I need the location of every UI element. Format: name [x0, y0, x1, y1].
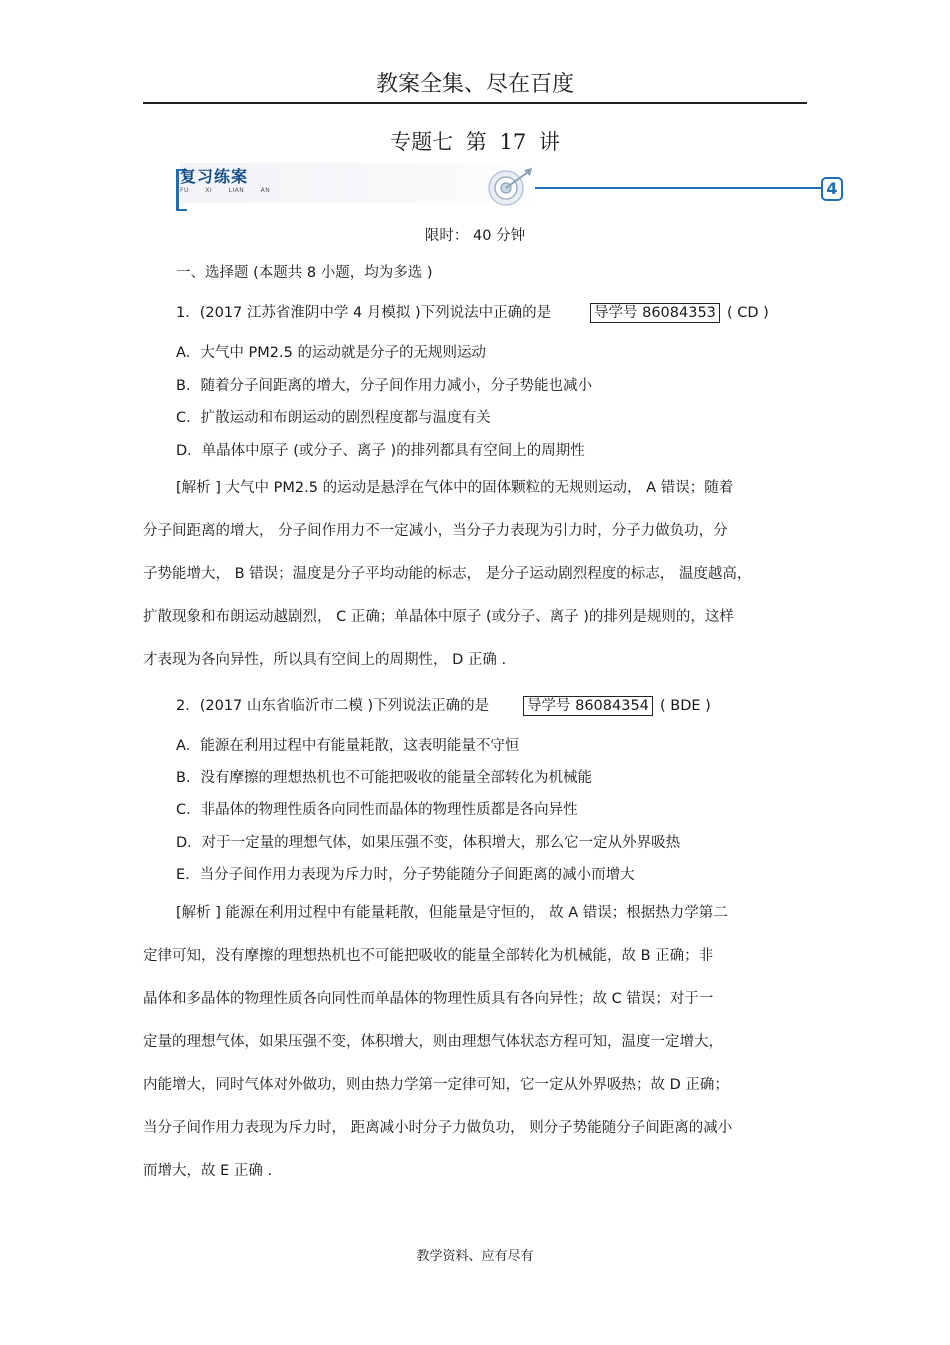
- target-icon: [484, 166, 540, 210]
- banner-line: [535, 187, 823, 189]
- q2-option-d: D．对于一定量的理想气体，如果压强不变，体积增大，那么它一定从外界吸热: [176, 835, 681, 851]
- q1-guide-number: 导学号 86084353: [590, 303, 720, 323]
- time-limit: 限时： 40 分钟: [424, 228, 526, 244]
- banner-pinyin: FU XI LIAN AN: [180, 187, 271, 194]
- q1-option-d: D．单晶体中原子 (或分子、离子 )的排列都具有空间上的周期性: [176, 443, 585, 459]
- banner-label-group: [180, 167, 270, 195]
- q1-option-a: A．大气中 PM2.5 的运动就是分子的无规则运动: [176, 345, 486, 361]
- page-badge: 4: [821, 177, 843, 201]
- q2-answer: ( BDE ): [660, 698, 711, 714]
- q2-option-b: B．没有摩擦的理想热机也不可能把吸收的能量全部转化为机械能: [176, 770, 592, 786]
- header-rule: [143, 102, 807, 104]
- q2-analysis-line: 晶体和多晶体的物理性质各向同性而单晶体的物理性质具有各向异性；故 C 错误；对于一: [143, 991, 714, 1007]
- lesson-title: 专题七 第 17 讲: [390, 130, 560, 154]
- q1-option-c: C．扩散运动和布朗运动的剧烈程度都与温度有关: [176, 410, 491, 426]
- q2-analysis-line: 而增大，故 E 正确 .: [143, 1163, 273, 1179]
- q2-guide-number: 导学号 86084354: [523, 696, 653, 716]
- q2-analysis-line: 定律可知，没有摩擦的理想热机也不可能把吸收的能量全部转化为机械能，故 B 正确；非: [143, 948, 714, 964]
- q2-analysis-line: [解析 ] 能源在利用过程中有能量耗散，但能量是守恒的， 故 A 错误；根据热力学第二: [176, 905, 728, 921]
- q2-option-c: C．非晶体的物理性质各向同性而晶体的物理性质都是各向异性: [176, 802, 578, 818]
- q2-option-a: A．能源在利用过程中有能量耗散，这表明能量不守恒: [176, 738, 520, 754]
- q1-analysis-line: 才表现为各向异性，所以具有空间上的周期性， D 正确 .: [143, 652, 507, 668]
- q1-option-b: B．随着分子间距离的增大，分子间作用力减小，分子势能也减小: [176, 378, 592, 394]
- banner-label: 复习练案: [180, 167, 249, 186]
- q1-analysis-line: 分子间距离的增大， 分子间作用力不一定减小，当分子力表现为引力时，分子力做负功，分: [143, 523, 728, 539]
- q2-analysis-line: 内能增大，同时气体对外做功，则由热力学第一定律可知，它一定从外界吸热；故 D 正确；: [143, 1077, 729, 1093]
- page-footer: 教学资料、应有尽有: [416, 1249, 534, 1264]
- q2-option-e: E．当分子间作用力表现为斥力时，分子势能随分子间距离的减小而增大: [176, 867, 635, 883]
- q2-analysis-line: 定量的理想气体，如果压强不变，体积增大，则由理想气体状态方程可知，温度一定增大，: [143, 1034, 723, 1050]
- q2-stem: 2．(2017 山东省临沂市二模 )下列说法正确的是: [176, 698, 490, 714]
- q1-analysis-line: 扩散现象和布朗运动越剧烈， C 正确；单晶体中原子 (或分子、离子 )的排列是规则的，这样: [143, 609, 734, 625]
- q1-analysis-line: 子势能增大， B 错误；温度是分子平均动能的标志， 是分子运动剧烈程度的标志， 温度越高，: [143, 566, 752, 582]
- section-heading: 一、选择题 (本题共 8 小题，均为多选 ): [176, 265, 433, 281]
- page-header-title: 教案全集、尽在百度: [375, 72, 574, 97]
- q2-analysis-line: 当分子间作用力表现为斥力时， 距离减小时分子力做负功， 则分子势能随分子间距离的减小: [143, 1120, 733, 1136]
- q1-answer: ( CD ): [727, 305, 769, 321]
- q1-analysis-line: [解析 ] 大气中 PM2.5 的运动是悬浮在气体中的固体颗粒的无规则运动， A 错误；随着: [176, 480, 734, 496]
- q1-stem: 1．(2017 江苏省淮阴中学 4 月模拟 )下列说法中正确的是: [176, 305, 552, 321]
